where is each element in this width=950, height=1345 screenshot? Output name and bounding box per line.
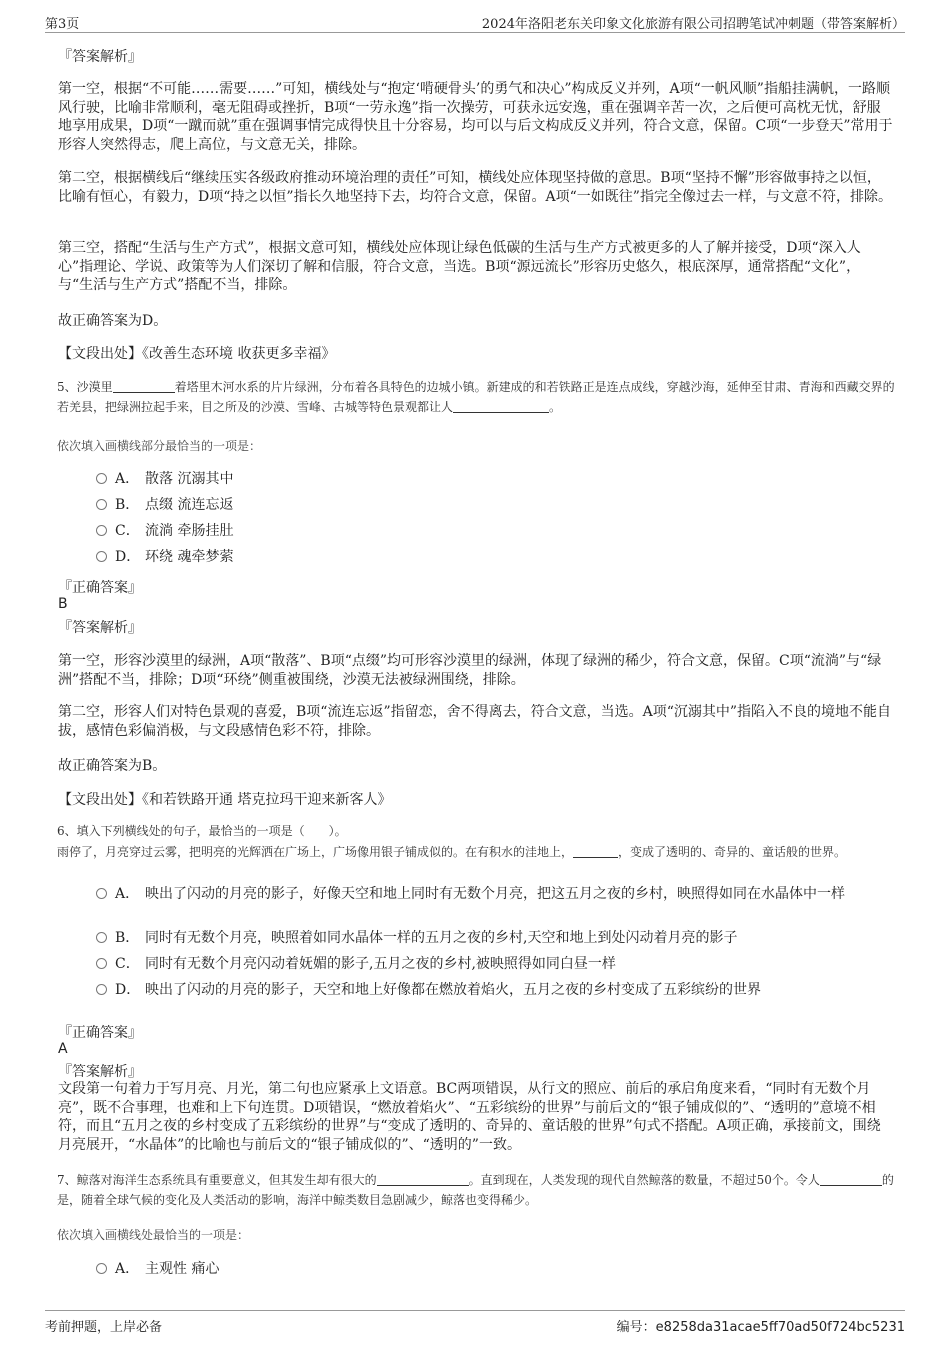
q7-blank-1 (377, 1173, 469, 1186)
q6-option-d[interactable]: D． 映出了闪动的月亮的影子，天空和地上好像都在燃放着焰火，五月之夜的乡村变成了五彩缤纷的世界 (96, 979, 896, 1001)
document-code: 编号：e8258da31acae5ff70ad50f724bc5231 (616, 1320, 905, 1335)
q6-option-b[interactable]: B． 同时有无数个月亮，映照着如同水晶体一样的五月之夜的乡村,天空和地上到处闪动着月亮的影子 (96, 927, 896, 949)
page-header (45, 10, 905, 33)
q4-analysis-p1: 第一空，根据“不可能……需要……”可知，横线处与“抱定‘啃硬骨头’的勇气和决心”构成反义并列，A项“一帆风顺”指船挂满帆，一路顺风行驶，比喻非常顺利，毫无阻碍或挫折，B项“一劳永逸”指一次操劳，可获永远安逸，重在强调辛苦一次，之后便可高枕无忧，舒服地享用成果，D项“一蹴而就”重在强调事情完成得快且十分容易，均可以与后文构成反义并列，符合文意，保留。C项“一步登天”常用于形容人突然得志，爬上高位，与文意无关，排除。 (58, 81, 893, 153)
page-number: 第3页 (45, 17, 80, 32)
q7-stem: 7、鲸落对海洋生态系统具有重要意义，但其发生却有很大的 。直到现在，人类发现的现代自然鲸落的数量，不超过50个。令人 的是，随着全球气候的变化及人类活动的影响，海洋中鲸类数目急剧减少，鲸落也变得稀少。 (57, 1173, 894, 1207)
radio-icon[interactable] (96, 473, 107, 484)
q6-blank (573, 845, 618, 858)
q5-conclusion: 故正确答案为B。 (58, 758, 167, 774)
q6-analysis-label: 『答案解析』 (58, 1064, 142, 1080)
document-title: 2024年洛阳老东关印象文化旅游有限公司招聘笔试冲刺题（带答案解析） (481, 17, 905, 32)
q4-analysis-label: 『答案解析』 (58, 49, 142, 65)
q4-analysis-p2: 第二空，根据横线后“继续压实各级政府推动环境治理的责任”可知，横线处应体现坚持做的意思。B项“坚持不懈”形容做事持之以恒，比喻有恒心，有毅力，D项“持之以恒”指长久地坚持下去，均符合文意，保留。A项“一如既往”指完全像过去一样，与文意不符，排除。 (58, 170, 892, 205)
q6-stem: 6、填入下列横线处的句子，最恰当的一项是（ ）。 (57, 824, 347, 838)
radio-icon[interactable] (96, 499, 107, 510)
q6-option-c[interactable]: C． 同时有无数个月亮闪动着妩媚的影子,五月之夜的乡村,被映照得如同白昼一样 (96, 953, 896, 975)
radio-icon[interactable] (96, 551, 107, 562)
q6-option-a[interactable]: A． 映出了闪动的月亮的影子，好像天空和地上同时有无数个月亮，把这五月之夜的乡村，映照得如同在水晶体中一样 (96, 883, 896, 905)
q6-correct-label: 『正确答案』 (58, 1025, 142, 1041)
q5-correct-answer: B (58, 596, 68, 612)
q5-analysis-label: 『答案解析』 (58, 620, 142, 636)
radio-icon[interactable] (96, 888, 107, 899)
q5-analysis-p1: 第一空，形容沙漠里的绿洲，A项“散落”、B项“点缀”均可形容沙漠里的绿洲，体现了绿洲的稀少，符合文意，保留。C项“流淌”与“绿洲”搭配不当，排除；D项“环绕”侧重被围绕，沙漠无法被绿洲围绕，排除。 (58, 653, 882, 688)
q7-hint: 依次填入画横线处最恰当的一项是： (57, 1228, 250, 1242)
radio-icon[interactable] (96, 958, 107, 969)
q5-hint: 依次填入画横线部分最恰当的一项是： (57, 439, 262, 453)
q5-correct-label: 『正确答案』 (58, 580, 142, 596)
q5-stem: 5、沙漠里 着塔里木河水系的片片绿洲，分布着各具特色的边城小镇。新建成的和若铁路正是连点成线，穿越沙海，延伸至甘肃、青海和西藏交界的若羌县，把绿洲拉起手来，目之所及的沙漠、雪峰、古城等特色景观都让人 。 (57, 380, 895, 414)
q4-source: 【文段出处】《改善生态环境 收获更多幸福》 (58, 346, 336, 362)
q5-option-d[interactable]: D． 环绕 魂牵梦萦 (96, 546, 896, 568)
page-footer (45, 1310, 905, 1337)
radio-icon[interactable] (96, 525, 107, 536)
footer-slogan: 考前押题，上岸必备 (45, 1320, 163, 1335)
q7-blank-2 (820, 1173, 882, 1186)
q5-analysis-p2: 第二空，形容人们对特色景观的喜爱，B项“流连忘返”指留恋，舍不得离去，符合文意，当选。A项“沉溺其中”指陷入不良的境地不能自拔，感情色彩偏消极，与文段感情色彩不符，排除。 (58, 704, 892, 739)
q5-option-b[interactable]: B． 点缀 流连忘返 (96, 494, 896, 516)
q5-option-a[interactable]: A． 散落 沉溺其中 (96, 468, 896, 490)
q5-blank-1 (113, 380, 175, 393)
q6-correct-answer: A (58, 1041, 68, 1057)
q4-analysis-p3: 第三空，搭配“生活与生产方式”，根据文意可知，横线处应体现让绿色低碳的生活与生产方式被更多的人了解并接受，D项“深入人心”指理论、学说、政策等为人们深切了解和信服，符合文意，当选。B项“源远流长”形容历史悠久，根底深厚，通常搭配“文化”，与“生活与生产方式”搭配不当，排除。 (58, 240, 861, 293)
q6-analysis: 文段第一句着力于写月亮、月光，第二句也应紧承上文语意。BC两项错误，从行文的照应、前后的承启角度来看，“同时有无数个月亮”，既不合事理，也难和上下句连贯。D项错误，“燃放着焰火”、“五彩缤纷的世界”与前后文的“银子铺成似的”、“透明的”意境不相符，而且“五月之夜的乡村变成了五彩缤纷的世界”与“变成了透明的、奇异的、童话般的世界”句式不搭配。A项正确，承接前文，围绕月亮展开，“水晶体”的比喻也与前后文的“银子铺成似的”、“透明的”一致。 (58, 1081, 881, 1153)
radio-icon[interactable] (96, 984, 107, 995)
q4-conclusion: 故正确答案为D。 (58, 313, 168, 329)
q5-source: 【文段出处】《和若铁路开通 塔克拉玛干迎来新客人》 (58, 792, 392, 808)
q7-option-a[interactable]: A． 主观性 痛心 (96, 1258, 896, 1280)
q6-passage: 雨停了，月亮穿过云雾，把明亮的光辉洒在广场上，广场像用银子铺成似的。在有积水的洼地上， ，变成了透明的、奇异的、童话般的世界。 (57, 845, 847, 859)
radio-icon[interactable] (96, 1263, 107, 1274)
q5-option-c[interactable]: C． 流淌 牵肠挂肚 (96, 520, 896, 542)
q5-blank-2 (453, 400, 549, 413)
radio-icon[interactable] (96, 932, 107, 943)
